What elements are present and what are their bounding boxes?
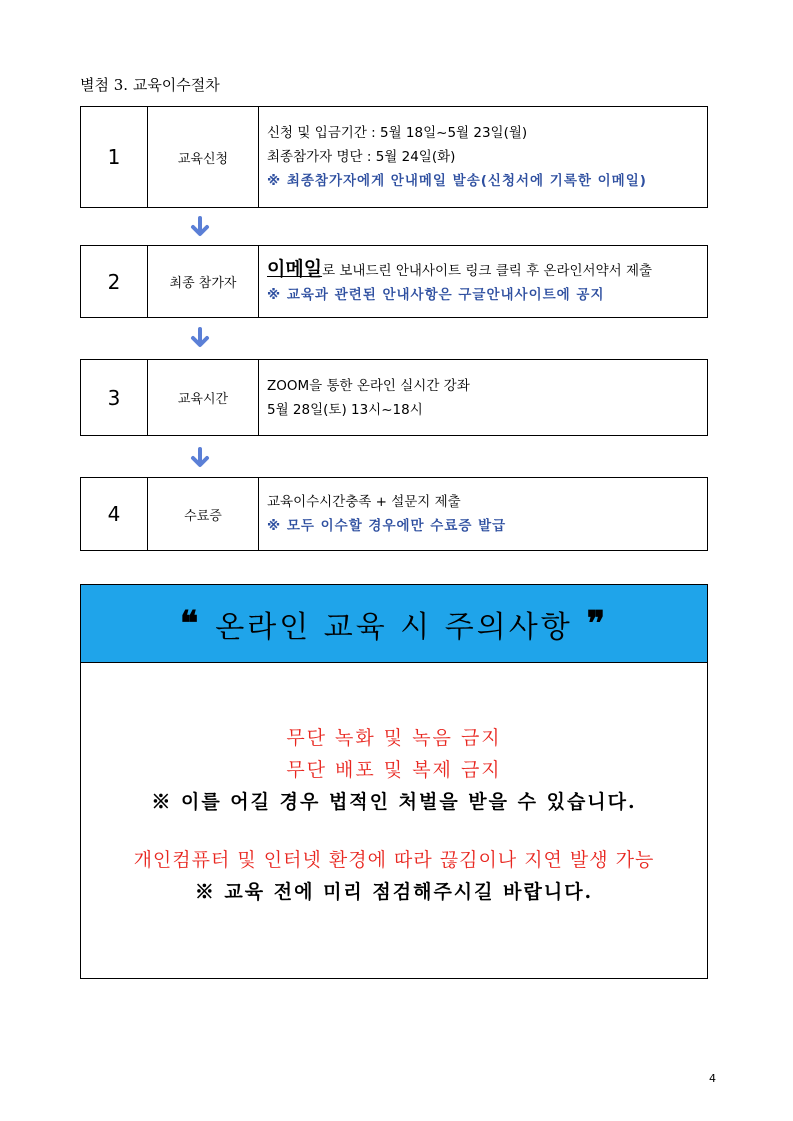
step-title: 교육시간: [148, 360, 259, 435]
step-title: 수료증: [148, 478, 259, 550]
notice-body: [81, 722, 707, 908]
step-description: [259, 478, 707, 550]
page-number: 4: [709, 1072, 716, 1085]
step-1: [80, 106, 708, 208]
step-number: 1: [81, 107, 148, 207]
step-description: [259, 246, 707, 317]
step-description: [259, 360, 707, 435]
step-line: 5월 28일(토) 13시~18시: [267, 401, 423, 418]
notice-line: 무단 배포 및 복제 금지: [286, 759, 502, 781]
step-note: ※ 교육과 관련된 안내사항은 구글안내사이트에 공지: [267, 286, 605, 303]
step-title: 최종 참가자: [148, 246, 259, 317]
step-line: 최종참가자 명단 : 5월 24일(화): [267, 149, 456, 165]
step-2: [80, 245, 708, 318]
step-description: [259, 107, 707, 207]
notice-header: [81, 585, 707, 663]
step-line: 교육이수시간충족 + 설문지 제출: [267, 494, 461, 510]
step-line-rest: 로 보내드린 안내사이트 링크 클릭 후 온라인서약서 제출: [322, 262, 653, 279]
step-line: ZOOM을 통한 온라인 실시간 강좌: [267, 377, 470, 394]
email-emphasis: 이메일: [267, 257, 323, 280]
step-note: ※ 모두 이수할 경우에만 수료증 발급: [267, 518, 507, 534]
arrow-down-icon: [190, 327, 210, 349]
open-quote-icon: ❝: [179, 603, 202, 644]
step-4: [80, 477, 708, 551]
arrow-down-icon: [190, 447, 210, 469]
page-heading: 별첨 3. 교육이수절차: [80, 76, 220, 94]
arrow-down-icon: [190, 216, 210, 238]
notice-title: 온라인 교육 시 주의사항: [215, 609, 573, 645]
step-line: 신청 및 입금기간 : 5월 18일~5월 23일(월): [267, 125, 528, 141]
notice-line: 무단 녹화 및 녹음 금지: [286, 727, 502, 749]
step-number: 2: [81, 246, 148, 317]
step-note: ※ 최종참가자에게 안내메일 발송(신청서에 기록한 이메일): [267, 173, 647, 189]
notice-box: [80, 584, 708, 979]
notice-line: ※ 이를 어길 경우 법적인 처벌을 받을 수 있습니다.: [151, 791, 637, 813]
step-line: [267, 257, 699, 283]
close-quote-icon: ❞: [586, 603, 608, 644]
step-number: 4: [81, 478, 148, 550]
notice-line: 개인컴퓨터 및 인터넷 환경에 따라 끊김이나 지연 발생 가능: [133, 849, 655, 871]
step-3: [80, 359, 708, 436]
notice-line: ※ 교육 전에 미리 점검해주시길 바랍니다.: [194, 881, 594, 903]
step-number: 3: [81, 360, 148, 435]
step-title: 교육신청: [148, 107, 259, 207]
